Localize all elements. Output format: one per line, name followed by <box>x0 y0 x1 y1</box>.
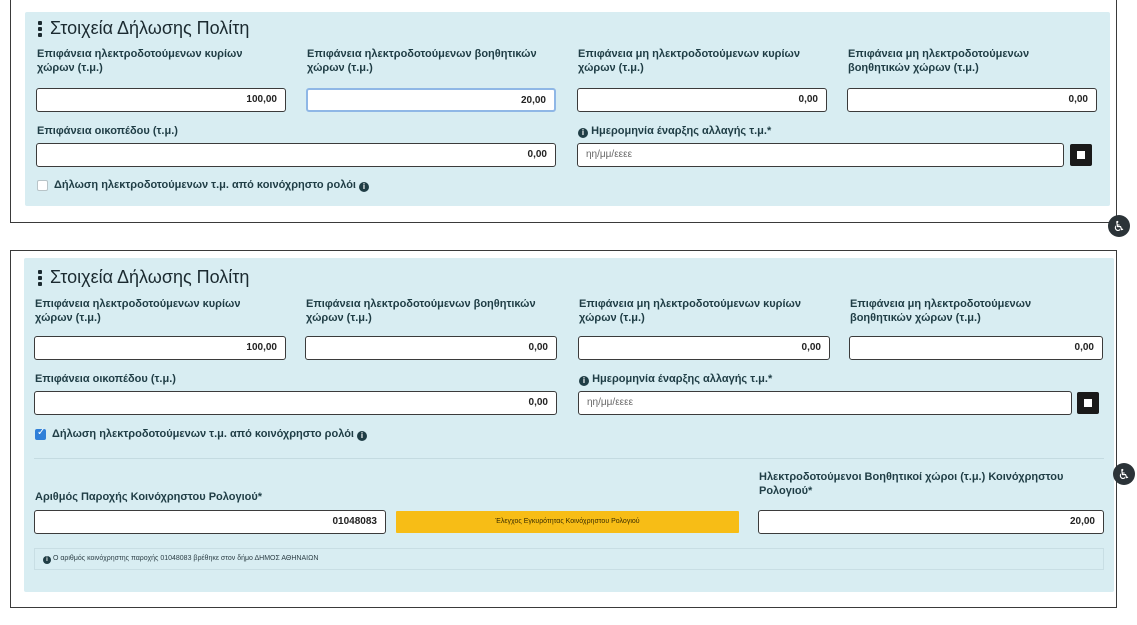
label-start-date <box>578 124 771 138</box>
info-icon: i <box>359 182 369 192</box>
shared-meter-checkbox-before[interactable] <box>37 180 48 191</box>
label-plot: Επιφάνεια οικοπέδου (τ.μ.) <box>35 373 176 385</box>
label-aux-powered: Επιφάνεια ηλεκτροδοτούμενων βοηθητικών χώρων (τ.μ.) <box>307 48 537 74</box>
main-unpowered-input[interactable]: 0,00 <box>578 336 830 360</box>
aux-unpowered-input[interactable]: 0,00 <box>849 336 1103 360</box>
label-aux-powered: Επιφάνεια ηλεκτροδοτούμενων βοηθητικών χώρων (τ.μ.) <box>306 298 536 324</box>
start-date-input[interactable]: ηη/μμ/εεεε <box>578 391 1072 415</box>
calendar-button[interactable] <box>1077 392 1099 414</box>
section-divider <box>34 458 1104 459</box>
label-start-date <box>579 372 772 386</box>
kebab-menu-icon[interactable] <box>38 270 42 286</box>
aux-unpowered-input[interactable]: 0,00 <box>847 88 1097 112</box>
section-title-text: Στοιχεία Δήλωσης Πολίτη <box>50 267 250 287</box>
info-icon: i <box>357 431 367 441</box>
aux-powered-input[interactable]: 0,00 <box>305 336 557 360</box>
label-main-powered: Επιφάνεια ηλεκτροδοτούμενων κυρίων χώρων (τ.μ.) <box>35 298 241 324</box>
check-meter-validity-button[interactable]: Έλεγχος Εγκυρότητας Κοινόχρηστου Ρολογιού <box>396 511 739 533</box>
main-powered-input[interactable]: 100,00 <box>34 336 286 360</box>
info-icon: i <box>579 376 589 386</box>
meter-found-notice-text: Ο αριθμός κοινόχρηστης παροχής 01048083 βρέθηκε στον δήμο ΔΗΜΟΣ ΑΘΗΝΑΙΩΝ <box>52 555 319 562</box>
label-aux-unpowered: Επιφάνεια μη ηλεκτροδοτούμενων βοηθητικών χώρων (τ.μ.) <box>850 298 1032 324</box>
section-title <box>38 18 249 39</box>
label-main-powered: Επιφάνεια ηλεκτροδοτούμενων κυρίων χώρων (τ.μ.) <box>37 48 243 74</box>
plot-input[interactable]: 0,00 <box>36 143 556 167</box>
label-plot: Επιφάνεια οικοπέδου (τ.μ.) <box>37 125 178 137</box>
info-icon: i <box>43 556 51 564</box>
plot-input[interactable]: 0,00 <box>34 391 557 415</box>
label-start-date-text: Ημερομηνία έναρξης αλλαγής τ.μ.* <box>591 125 772 137</box>
calendar-button[interactable] <box>1070 144 1092 166</box>
kebab-menu-icon[interactable] <box>38 21 42 37</box>
label-start-date-text: Ημερομηνία έναρξης αλλαγής τ.μ.* <box>592 373 773 385</box>
shared-meter-checkbox-after[interactable] <box>35 429 46 440</box>
label-main-unpowered: Επιφάνεια μη ηλεκτροδοτούμενων κυρίων χώρων (τ.μ.) <box>579 298 801 324</box>
section-title-text: Στοιχεία Δήλωσης Πολίτη <box>50 18 250 38</box>
aux-powered-input[interactable]: 20,00 <box>306 88 556 112</box>
label-shared-aux: Ηλεκτροδοτούμενοι Βοηθητικοί χώροι (τ.μ.) Κοινόχρηστου Ρολογιού* <box>759 471 1064 497</box>
accessibility-icon[interactable]: ♿ <box>1113 463 1135 485</box>
main-unpowered-input[interactable]: 0,00 <box>577 88 827 112</box>
shared-meter-checkbox-label-after: Δήλωση ηλεκτροδοτούμενων τ.μ. από κοινόχρηστο ρολόι i <box>52 428 367 441</box>
start-date-input[interactable]: ηη/μμ/εεεε <box>577 143 1064 167</box>
shared-meter-checkbox-label-before: Δήλωση ηλεκτροδοτούμενων τ.μ. από κοινόχρηστο ρολόι i <box>54 179 369 192</box>
label-aux-unpowered: Επιφάνεια μη ηλεκτροδοτούμενων βοηθητικών χώρων (τ.μ.) <box>848 48 1030 74</box>
shared-aux-input[interactable]: 20,00 <box>758 510 1104 534</box>
accessibility-icon[interactable]: ♿ <box>1108 215 1130 237</box>
main-powered-input[interactable]: 100,00 <box>36 88 286 112</box>
label-meter-number: Αριθμός Παροχής Κοινόχρηστου Ρολογιού* <box>35 491 263 503</box>
meter-found-notice <box>34 548 1104 570</box>
section-title <box>38 267 249 288</box>
meter-number-input[interactable]: 01048083 <box>34 510 386 534</box>
label-main-unpowered: Επιφάνεια μη ηλεκτροδοτούμενων κυρίων χώρων (τ.μ.) <box>578 48 800 74</box>
info-icon: i <box>578 128 588 138</box>
